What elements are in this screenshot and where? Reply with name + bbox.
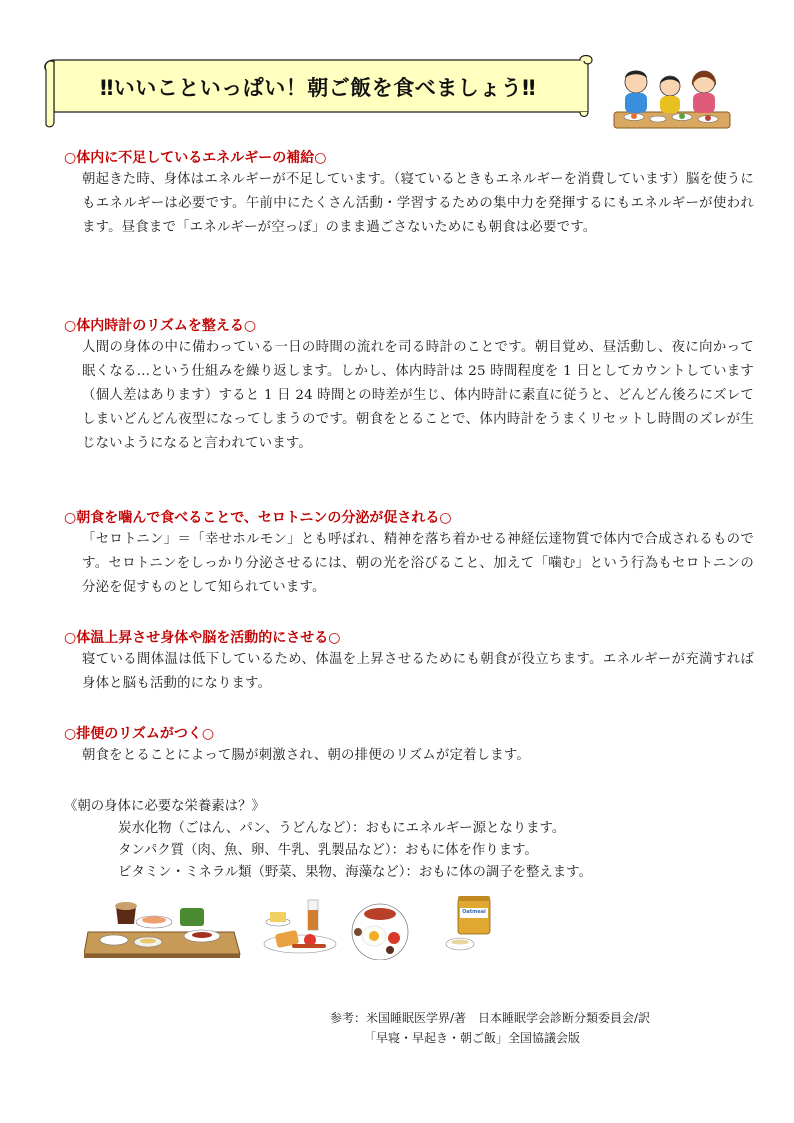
banner-title: ‼いいこといっぱい！朝ご飯を食べましょう‼ (100, 76, 536, 100)
section-serotonin (64, 508, 754, 600)
section-body-temperature (64, 628, 754, 696)
egg-plate-icon (352, 904, 408, 960)
section-body-clock (64, 316, 754, 456)
nutrition-title: 《朝の身体に必要な栄養素は？》 (64, 799, 265, 814)
food-illustrations (84, 888, 504, 960)
section-body: 朝起きた時、身体はエネルギーが不足しています。（寝ているときもエネルギーを消費しています）脳を使うにもエネルギーは必要です。午前中にたくさん活動・学習するための集中力を発揮するにもエネルギーが使われます。昼食まで「エネルギーが空っぽ」のまま過ごさないためにも朝食は必要です。 (82, 172, 754, 235)
section-heading: ○排便のリズムがつく○ (64, 726, 215, 742)
section-body: 寝ている間体温は低下しているため、体温を上昇させるためにも朝食が役立ちます。エネルギーが充満すれば身体と脳も活動的になります。 (82, 652, 754, 691)
section-heading: ○体温上昇させ身体や脳を活動的にさせる○ (64, 630, 341, 646)
section-heading: ○体内に不足しているエネルギーの補給○ (64, 150, 327, 166)
oatmeal-can-label: Oatmeal (462, 909, 486, 915)
reference-line-1: 参考：米国睡眠医学界/著 日本睡眠学会診断分類委員会/訳 (330, 1011, 651, 1025)
section-body: 朝食をとることによって腸が刺激され、朝の排便のリズムが定着します。 (82, 748, 530, 763)
japanese-breakfast-icon (84, 902, 240, 958)
section-heading: ○体内時計のリズムを整える○ (64, 318, 257, 334)
western-breakfast-icon (264, 900, 336, 953)
section-energy (64, 148, 754, 240)
nutrition-item-vitamin: ビタミン・ミネラル類（野菜、果物、海藻など）：おもに体の調子を整えます。 (118, 865, 592, 880)
family-breakfast-illustration (612, 60, 732, 134)
nutrition-item-carbohydrate: 炭水化物（ごはん、パン、うどんなど）：おもにエネルギー源となります。 (118, 821, 566, 836)
nutrition-item-protein: タンパク質（肉、魚、卵、牛乳、乳製品など）：おもに体を作ります。 (118, 843, 538, 858)
section-body: 「セロトニン」＝「幸せホルモン」とも呼ばれ、精神を落ち着かせる神経伝達物質で体内で合成されるものです。セロトニンをしっかり分泌させるには、朝の光を浴びること、加えて「噛む」という行為もセロトニンの分泌を促すものとして知られています。 (82, 532, 754, 595)
section-heading: ○朝食を噛んで食べることで、セロトニンの分泌が促される○ (64, 510, 452, 526)
section-bowel-rhythm (64, 724, 754, 768)
reference-line-2: 「早寝・早起き・朝ご飯」全国協議会版 (364, 1031, 581, 1045)
nutrition-list (64, 796, 754, 884)
section-body: 人間の身体の中に備わっている一日の時間の流れを司る時計のことです。朝目覚め、昼活動し、夜に向かって眠くなる…という仕組みを繰り返します。しかし、体内時計は 25 時間程度を 1 日としてカウントしています（個人差はあります）すると 1 日 24 時間との時差が生じ、体内時計に素直に従うと、どんどん後ろにズレてしまいどんどん夜型になってしまうのです。朝食をとることで、体内時計をうまくリセットし時間のズレが生じないようになると言われています。 (82, 340, 754, 451)
oatmeal-icon (446, 896, 490, 950)
title-banner (40, 52, 596, 128)
